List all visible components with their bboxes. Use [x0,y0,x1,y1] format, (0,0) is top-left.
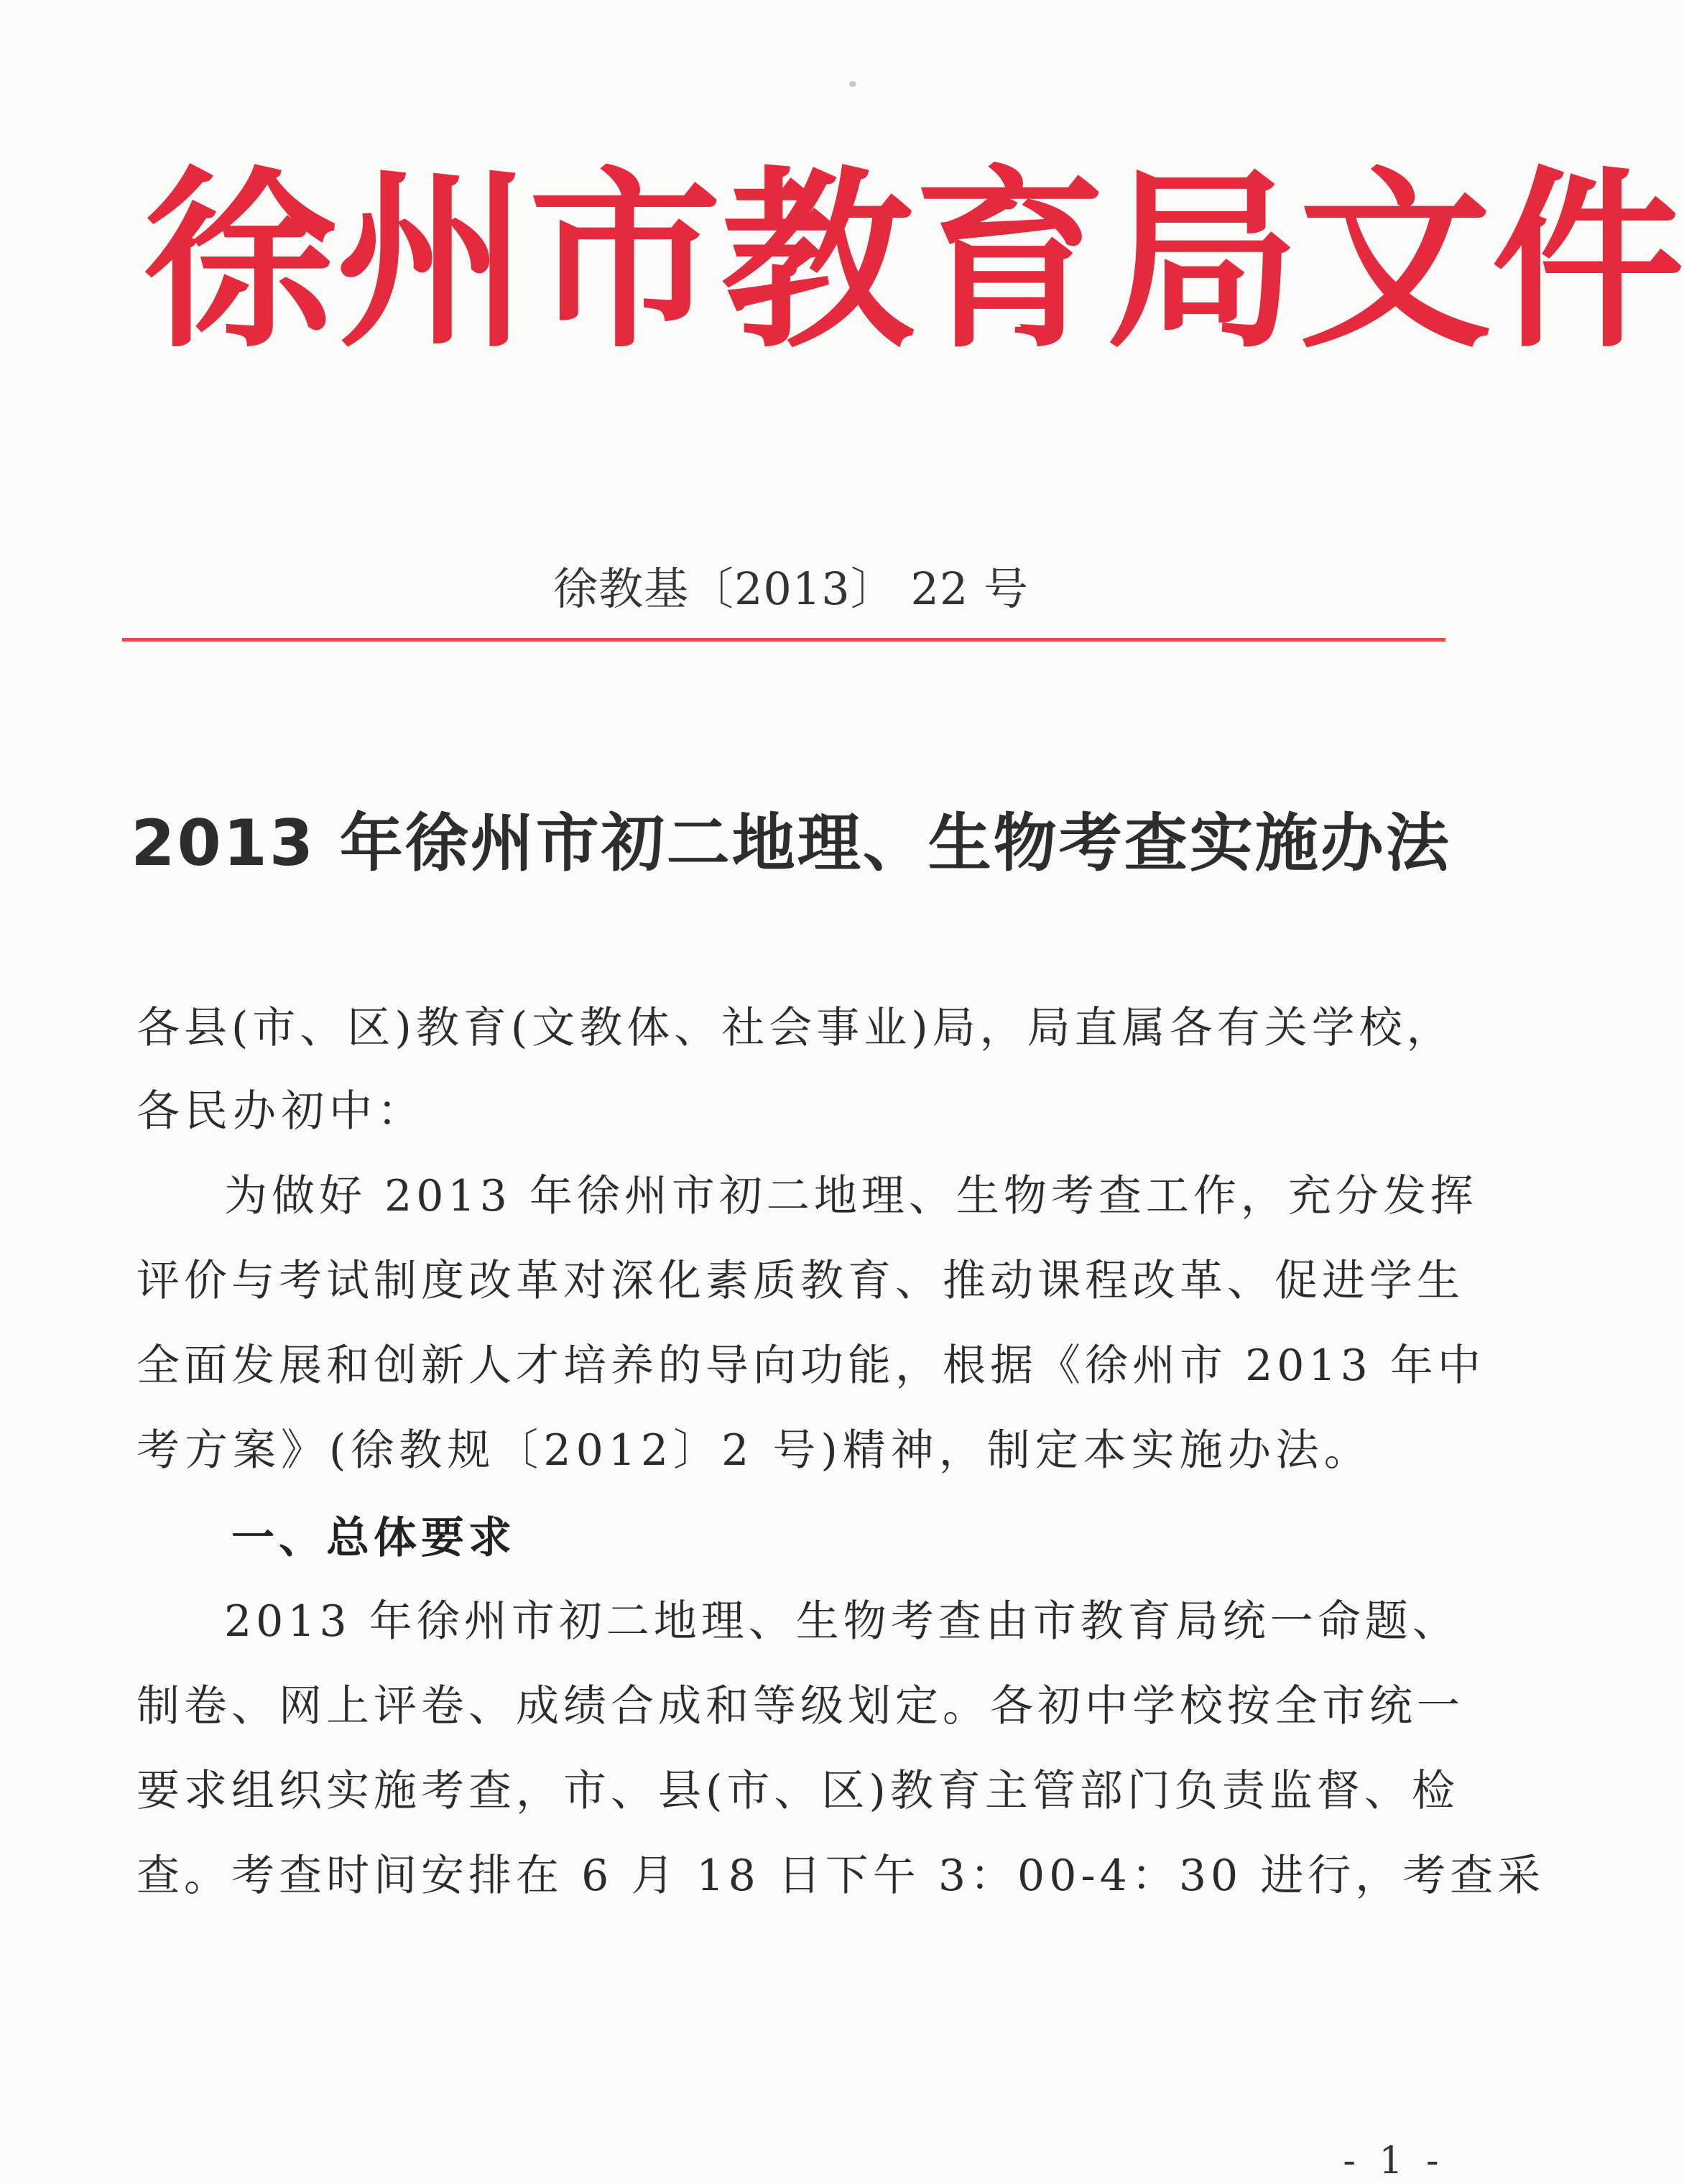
red-divider-rule [122,638,1445,642]
masthead-char: 育 [914,150,1106,374]
masthead-char: 件 [1491,150,1684,374]
page-number: - 1 - [1343,2139,1445,2183]
section-heading: 一、总体要求 [231,1513,516,1563]
intro-line: 评价与考试制度改革对深化素质教育、推动课程改革、促进学生 [137,1256,1464,1306]
document-title: 2013 年徐州市初二地理、生物考查实施办法 [131,806,1451,880]
masthead-char: 文 [1299,150,1491,374]
intro-line: 考方案》(徐教规〔2012〕2 号)精神，制定本实施办法。 [137,1425,1372,1476]
masthead [144,147,1684,377]
document-number: 徐教基〔2013〕 22 号 [552,563,1030,615]
masthead-char: 徐 [144,150,336,374]
body-line: 制卷、网上评卷、成绩合成和等级划定。各初中学校按全市统一 [137,1681,1464,1731]
masthead-char: 局 [1106,150,1299,374]
body-line: 要求组织实施考查，市、县(市、区)教育主管部门负责监督、检 [137,1766,1459,1816]
intro-line: 为做好 2013 年徐州市初二地理、生物考查工作，充分发挥 [224,1171,1478,1221]
masthead-char: 市 [529,150,721,374]
addressee-line: 各民办初中： [137,1086,425,1137]
masthead-char: 教 [721,150,914,374]
scan-speck [849,81,856,87]
intro-line: 全面发展和创新人才培养的导向功能，根据《徐州市 2013 年中 [137,1341,1485,1391]
body-line: 2013 年徐州市初二地理、生物考查由市教育局统一命题、 [224,1596,1460,1647]
masthead-char: 州 [336,150,529,374]
body-line: 查。考查时间安排在 6 月 18 日下午 3：00-4：30 进行，考查采 [137,1851,1545,1901]
addressee-line: 各县(市、区)教育(文教体、社会事业)局，局直属各有关学校， [137,1003,1454,1053]
